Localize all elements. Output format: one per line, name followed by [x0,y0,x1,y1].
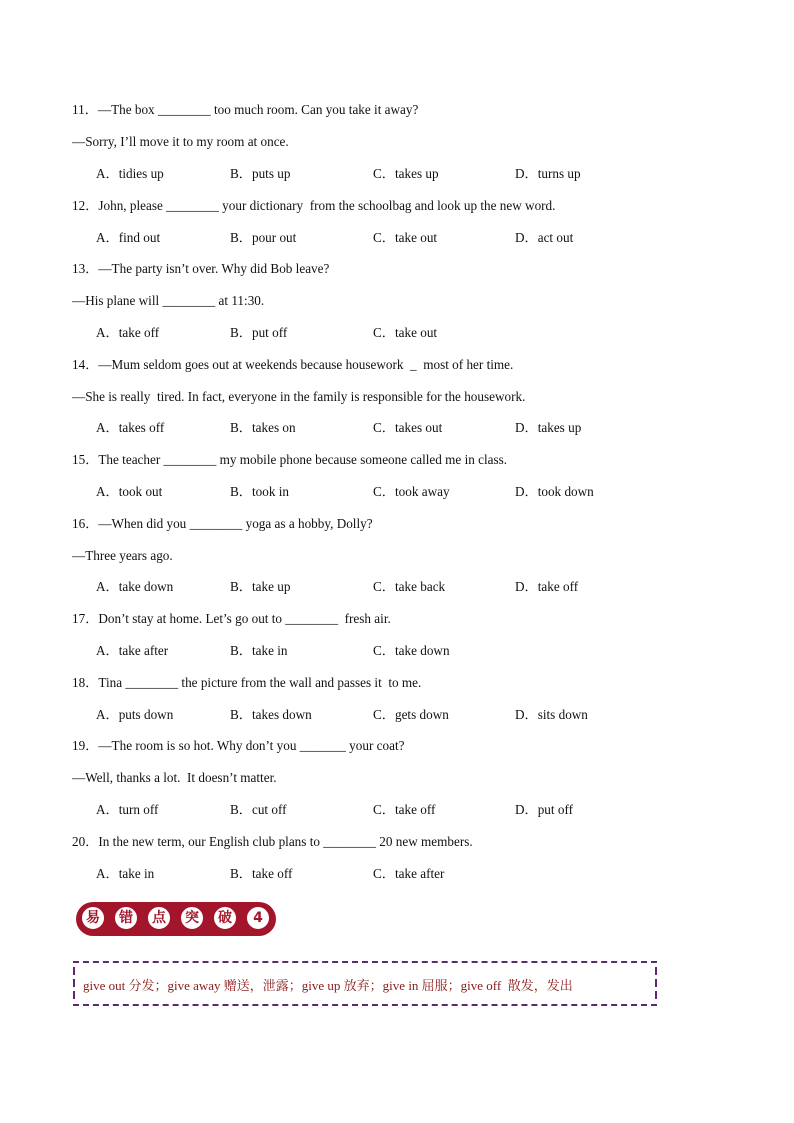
option-a[interactable]: A．take in [96,866,155,881]
question-14-line-1: 14．—Mum seldom goes out at weekends because housework _ most of her time. [72,357,514,372]
option-a[interactable]: A．turn off [96,802,159,817]
question-20-options [96,866,656,882]
option-b[interactable]: B．puts up [230,166,291,181]
option-d[interactable]: D．take off [515,579,579,594]
question-11-line-1: 11．—The box ________ too much room. Can you take it away? [72,102,419,117]
option-b[interactable]: B．takes on [230,420,296,435]
option-c[interactable]: C．take out [373,230,438,245]
option-c[interactable]: C．took away [373,484,450,499]
tip-text: give out 分发；give away 赠送，泄露；give up 放弃；give in 屈服；give off 散发，发出 [83,978,573,993]
section-badge-char: 点 [146,905,172,931]
question-16-line-2: —Three years ago. [72,548,173,563]
tip-box-right-border [655,967,657,1001]
question-19-options [96,802,656,818]
option-c[interactable]: C．take out [373,325,438,340]
question-14-line-2: —She is really tired. In fact, everyone in the family is responsible for the housework. [72,389,526,404]
option-c[interactable]: C．gets down [373,707,449,722]
question-16-options [96,579,656,595]
option-a[interactable]: A．take off [96,325,160,340]
option-d[interactable]: D．takes up [515,420,582,435]
option-d[interactable]: D．turns up [515,166,581,181]
option-c[interactable]: C．takes out [373,420,443,435]
option-c[interactable]: C．take off [373,802,436,817]
question-15-line-1: 15．The teacher ________ my mobile phone because someone called me in class. [72,452,508,467]
option-b[interactable]: B．takes down [230,707,312,722]
section-badge-char: 破 [212,905,238,931]
section-badge [76,900,286,940]
question-15-options [96,484,656,500]
question-18-line-1: 18．Tina ________ the picture from the wall and passes it to me. [72,675,422,690]
question-20-line-1: 20．In the new term, our English club plans to ________ 20 new members. [72,834,473,849]
section-badge-char: 易 [80,905,106,931]
option-a[interactable]: A．take after [96,643,169,658]
option-b[interactable]: B．put off [230,325,288,340]
question-17-options [96,643,656,659]
question-14-options [96,420,656,436]
option-d[interactable]: D．put off [515,802,573,817]
option-a[interactable]: A．take down [96,579,174,594]
option-a[interactable]: A．find out [96,230,161,245]
option-b[interactable]: B．take up [230,579,291,594]
question-11-options [96,166,656,182]
section-badge-char: 突 [179,905,205,931]
option-c[interactable]: C．take after [373,866,445,881]
question-16-line-1: 16．—When did you ________ yoga as a hobby, Dolly? [72,516,373,531]
question-11-line-2: —Sorry, I’ll move it to my room at once. [72,134,289,149]
tip-box-left-border [73,967,75,1001]
option-b[interactable]: B．cut off [230,802,287,817]
tip-box [73,961,657,1006]
option-a[interactable]: A．takes off [96,420,165,435]
option-b[interactable]: B．take in [230,643,288,658]
option-d[interactable]: D．sits down [515,707,588,722]
option-a[interactable]: A．puts down [96,707,174,722]
question-12-options [96,230,656,246]
option-a[interactable]: A．tidies up [96,166,164,181]
option-a[interactable]: A．took out [96,484,163,499]
option-c[interactable]: C．take down [373,643,450,658]
question-13-options [96,325,656,341]
option-d[interactable]: D．took down [515,484,594,499]
question-19-line-1: 19．—The room is so hot. Why don’t you _______ your coat? [72,738,405,753]
question-13-line-2: —His plane will ________ at 11:30. [72,293,265,308]
question-18-options [96,707,656,723]
option-b[interactable]: B．take off [230,866,293,881]
option-b[interactable]: B．pour out [230,230,297,245]
section-badge-number: 4 [245,905,271,931]
question-13-line-1: 13．—The party isn’t over. Why did Bob leave? [72,261,330,276]
option-c[interactable]: C．take back [373,579,446,594]
question-19-line-2: —Well, thanks a lot. It doesn’t matter. [72,770,277,785]
question-17-line-1: 17．Don’t stay at home. Let’s go out to ________ fresh air. [72,611,391,626]
section-badge-char: 错 [113,905,139,931]
question-12-line-1: 12．John, please ________ your dictionary from the schoolbag and look up the new word. [72,198,556,213]
option-b[interactable]: B．took in [230,484,289,499]
option-c[interactable]: C．takes up [373,166,439,181]
option-d[interactable]: D．act out [515,230,574,245]
